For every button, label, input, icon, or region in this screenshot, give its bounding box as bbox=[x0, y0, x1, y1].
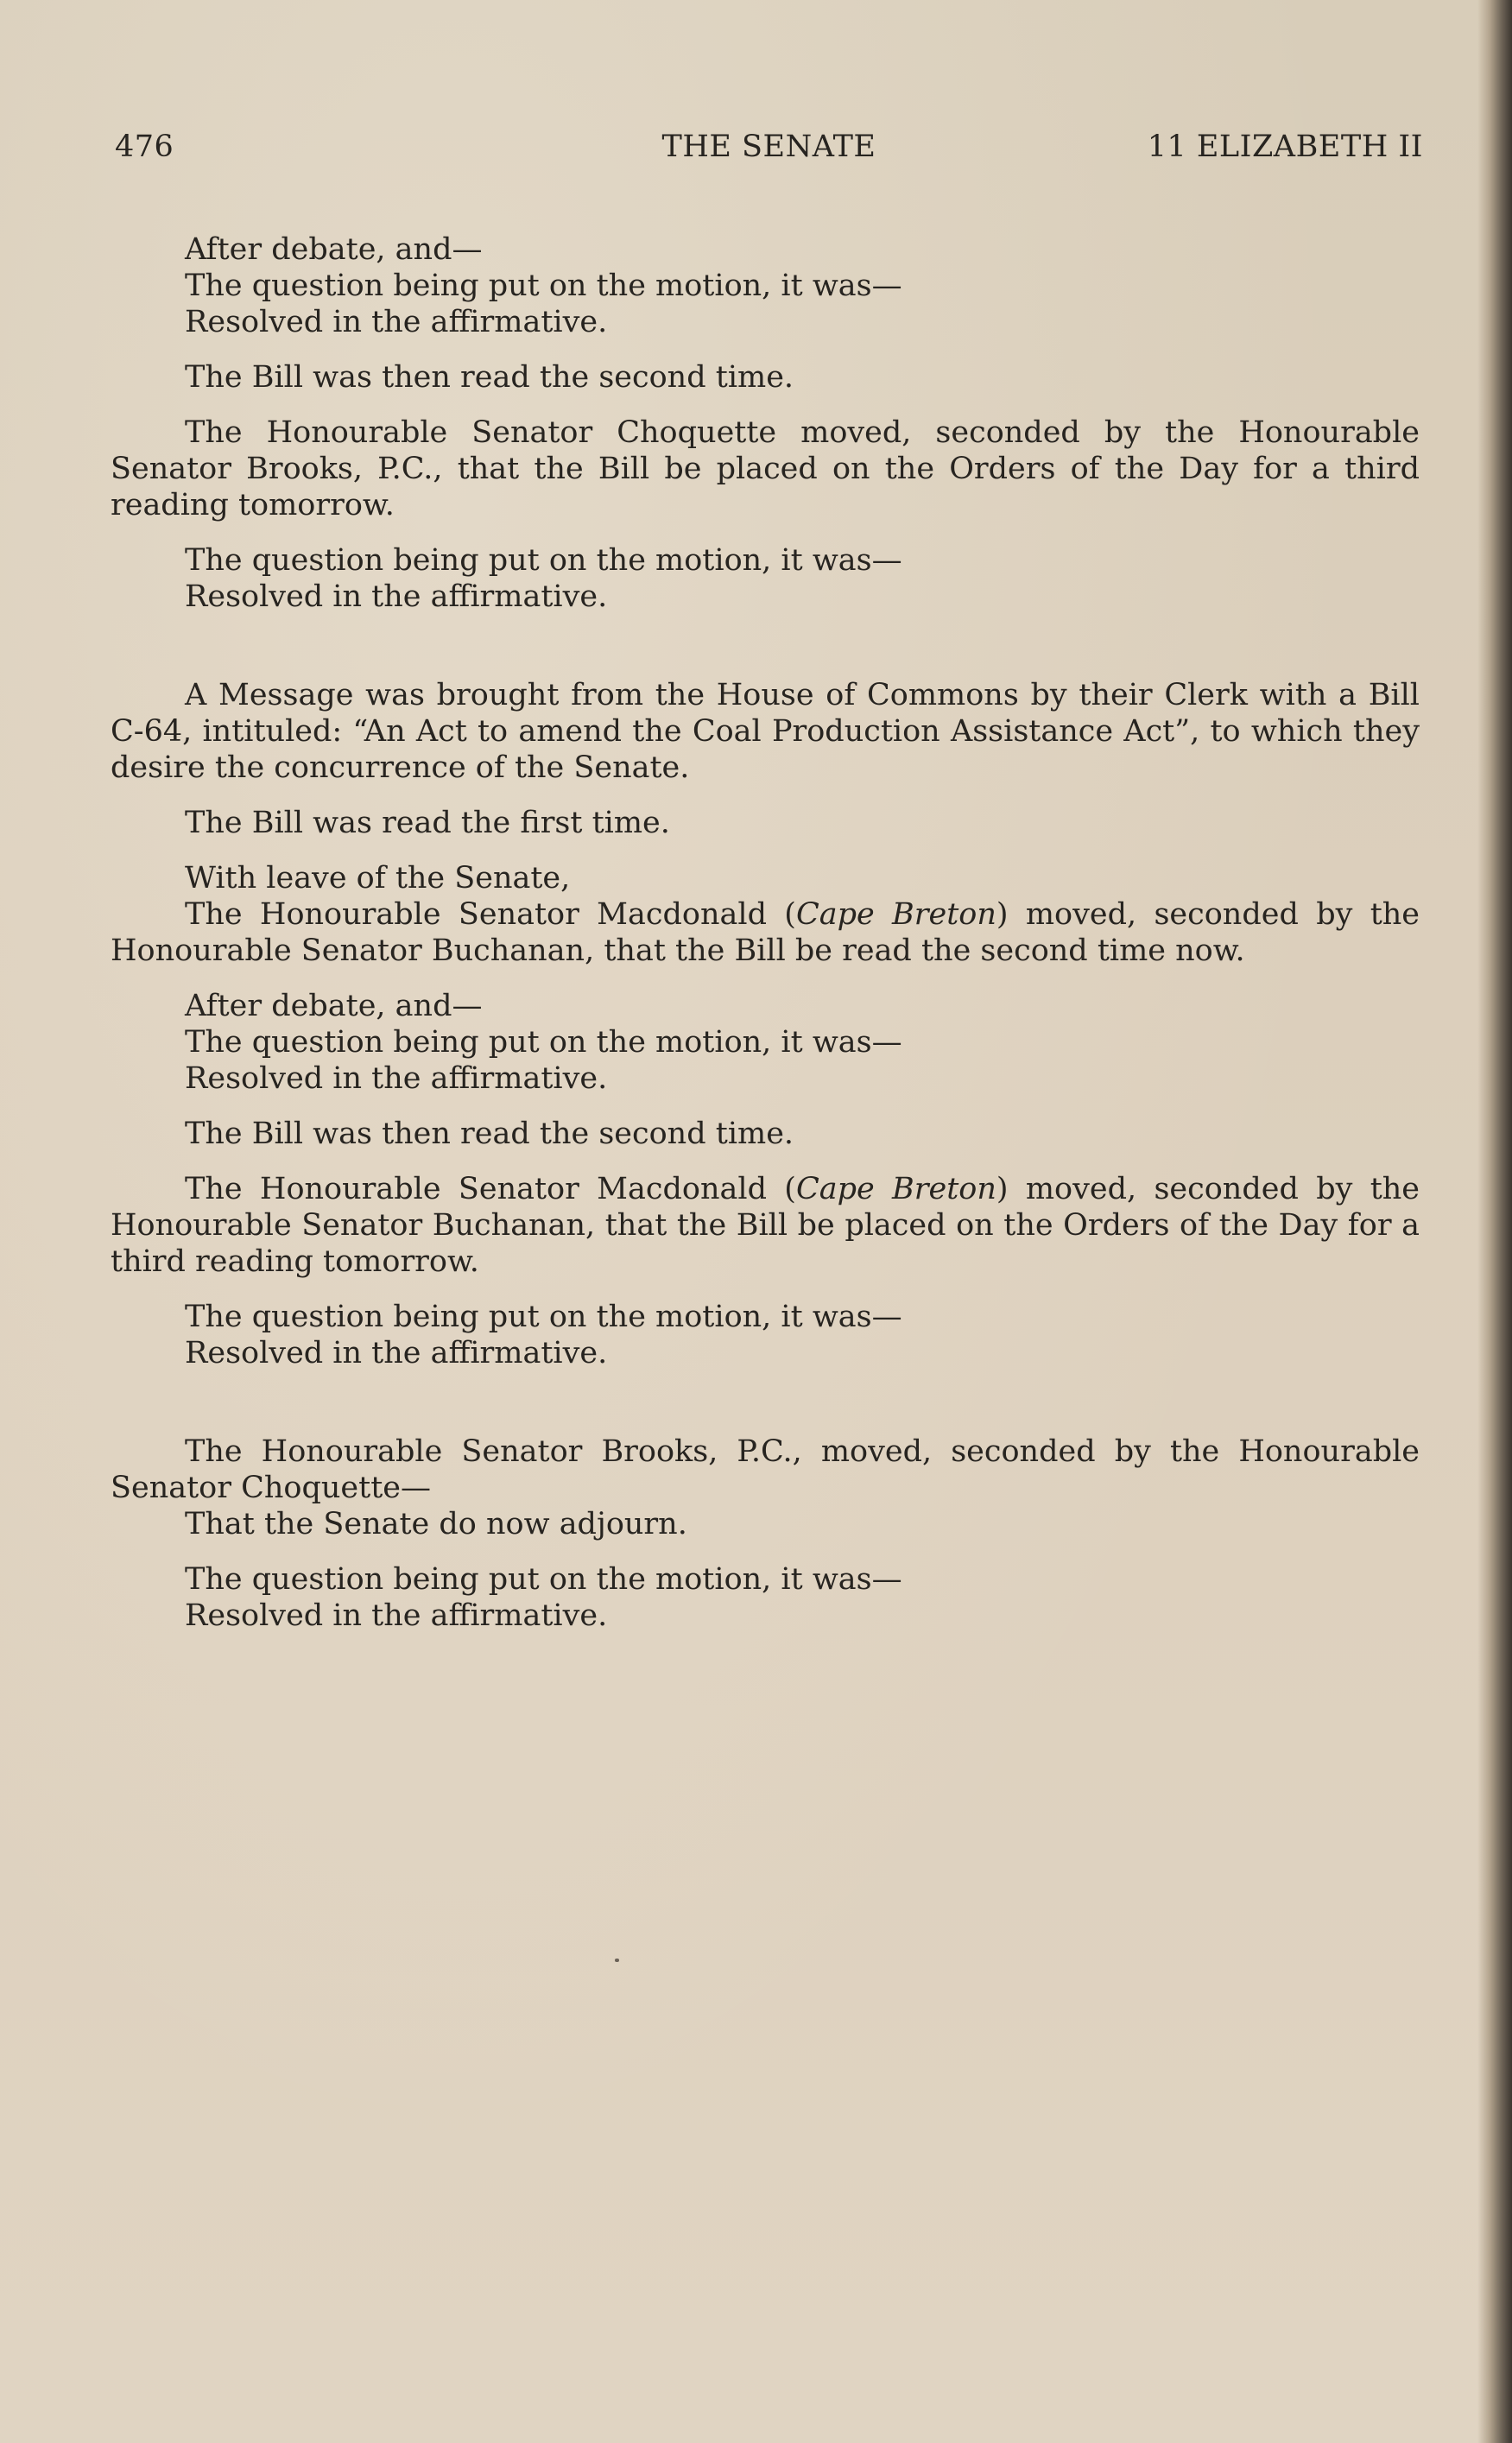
running-header bbox=[115, 130, 1423, 173]
third-reading-motion-paragraph bbox=[111, 1171, 1420, 1280]
second-reading-paragraph bbox=[111, 359, 1420, 396]
text-line: With leave of the Senate, bbox=[185, 861, 571, 896]
text-run: The Honourable Senator Macdonald ( bbox=[185, 897, 796, 932]
text-line: The Bill was read the first time. bbox=[185, 806, 670, 840]
text-line: After debate, and— bbox=[185, 232, 483, 267]
text-line: The Bill was then read the second time. bbox=[185, 360, 794, 395]
text-line: The Bill was then read the second time. bbox=[185, 1117, 794, 1151]
text-line: The question being put on the motion, it was— bbox=[185, 543, 902, 578]
question-resolution-block bbox=[111, 542, 1420, 615]
italic-text-run: Cape Breton bbox=[795, 897, 996, 932]
question-resolution-block bbox=[111, 1299, 1420, 1371]
debate-resolution-block bbox=[111, 988, 1420, 1097]
first-reading-paragraph bbox=[111, 805, 1420, 841]
text-run: The Honourable Senator Macdonald ( bbox=[185, 1172, 796, 1206]
text-line: Resolved in the affirmative. bbox=[185, 579, 608, 614]
paragraph bbox=[111, 1171, 1420, 1280]
paragraph bbox=[111, 896, 1420, 969]
text-line: Resolved in the affirmative. bbox=[185, 305, 608, 339]
italic-text-run: Cape Breton bbox=[795, 1172, 996, 1206]
text-line: That the Senate do now adjourn. bbox=[185, 1507, 687, 1541]
third-reading-motion-paragraph bbox=[111, 415, 1420, 523]
text-line: The question being put on the motion, it was— bbox=[185, 1300, 902, 1334]
question-resolution-block bbox=[111, 1561, 1420, 1634]
text-line: The question being put on the motion, it was— bbox=[185, 269, 902, 303]
book-spine-shadow bbox=[1477, 0, 1512, 2443]
text-line: Resolved in the affirmative. bbox=[185, 1598, 608, 1633]
header-title: THE SENATE bbox=[661, 130, 876, 164]
text-line: The question being put on the motion, it was— bbox=[185, 1025, 902, 1060]
text-run: ) moved, seconded by the Honourable Senator Buchanan, that the Bill be read the second time now. bbox=[111, 897, 1420, 968]
text-line: The question being put on the motion, it was— bbox=[185, 1562, 902, 1597]
text-line: Resolved in the affirmative. bbox=[185, 1061, 608, 1096]
debate-resolution-block bbox=[111, 231, 1420, 340]
second-reading-paragraph bbox=[111, 1116, 1420, 1152]
page-number: 476 bbox=[115, 130, 174, 164]
text-line: After debate, and— bbox=[185, 989, 483, 1023]
adjournment-motion-block bbox=[111, 1434, 1420, 1542]
paper-speck bbox=[615, 1959, 619, 1962]
journal-body bbox=[111, 231, 1420, 1653]
paragraph: A Message was brought from the House of Commons by their Clerk with a Bill C-64, intituled: “An Act to amend the Coal Production Assistance Act”, to which they desire the concurrence of the Senate. bbox=[111, 678, 1420, 785]
paragraph: The Honourable Senator Brooks, P.C., moved, seconded by the Honourable Senator Choquette— bbox=[111, 1434, 1420, 1505]
message-paragraph bbox=[111, 677, 1420, 786]
text-line: Resolved in the affirmative. bbox=[185, 1336, 608, 1370]
leave-motion-block bbox=[111, 860, 1420, 969]
paragraph: The Honourable Senator Choquette moved, seconded by the Honourable Senator Brooks, P.C., that the Bill be placed on the Orders of the Day for a third reading tomorrow. bbox=[111, 415, 1420, 522]
text-run: ) moved, seconded by the Honourable Senator Buchanan, that the Bill be placed on the Orders of the Day for a third reading tomorrow. bbox=[111, 1172, 1420, 1279]
header-reign: 11 ELIZABETH II bbox=[1147, 130, 1423, 164]
